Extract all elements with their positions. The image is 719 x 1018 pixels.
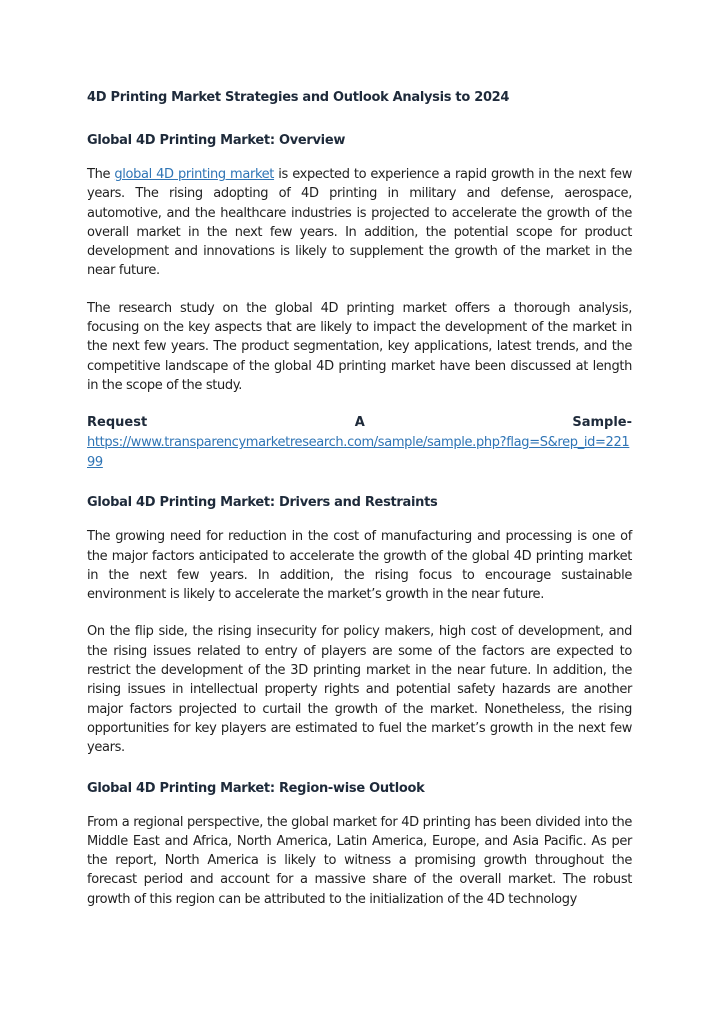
overview-paragraph-1 <box>87 165 632 281</box>
request-sample-line <box>87 413 632 433</box>
request-a-word: A <box>354 415 365 431</box>
drivers-heading: Global 4D Printing Market: Drivers and Restraints <box>87 495 438 511</box>
document-title: 4D Printing Market Strategies and Outlook Analysis to 2024 <box>87 90 510 105</box>
sample-request-link[interactable]: https://www.transparencymarketresearch.com/sample/sample.php?flag=S&rep_id=22199 <box>87 435 630 470</box>
drivers-paragraph-2: On the flip side, the rising insecurity for policy makers, high cost of development, and the rising issues related to entry of players are some of the factors are expected to restrict the development of the 3D printing market in the near future. In addition, the rising issues in intellectual property rights and potential safety hazards are another major factors projected to curtail the growth of the market. Nonetheless, the rising opportunities for key players are estimated to fuel the market’s growth in the next few years. <box>87 624 632 756</box>
region-heading: Global 4D Printing Market: Region-wise Outlook <box>87 780 425 796</box>
global-4d-printing-market-link[interactable]: global 4D printing market <box>114 167 275 182</box>
overview-paragraph-2: The research study on the global 4D printing market offers a thorough analysis, focusing on the key aspects that are likely to impact the development of the market in the next few years. The product segmentation, key applications, latest trends, and the competitive landscape of the global 4D printing market have been discussed at length in the scope of the study. <box>87 300 632 393</box>
request-sample-word: Sample- <box>572 415 632 431</box>
request-word: Request <box>87 415 148 431</box>
overview-p1-prefix: The <box>87 167 115 182</box>
drivers-paragraph-1: The growing need for reduction in the cost of manufacturing and processing is one of the major factors anticipated to accelerate the growth of the global 4D printing market in the next few years. In addition, the rising focus to encourage sustainable environment is likely to accelerate the market’s growth in the near future. <box>87 529 632 603</box>
region-paragraph-1: From a regional perspective, the global market for 4D printing has been divided into the Middle East and Africa, North America, Latin America, Europe, and Asia Pacific. As per the report, North America is likely to witness a promising growth throughout the forecast period and account for a massive share of the overall market. The robust growth of this region can be attributed to the initialization of the 4D technology <box>87 814 632 907</box>
overview-heading: Global 4D Printing Market: Overview <box>87 133 346 148</box>
overview-p1-rest: is expected to experience a rapid growth in the next few years. The rising adopting of 4D printing in military and defense, aerospace, automotive, and the healthcare industries is projected to accelerate the growth of the overall market in the next few years. In addition, the potential scope for product development and innovations is likely to supplement the growth of the market in the near future. <box>87 167 632 279</box>
